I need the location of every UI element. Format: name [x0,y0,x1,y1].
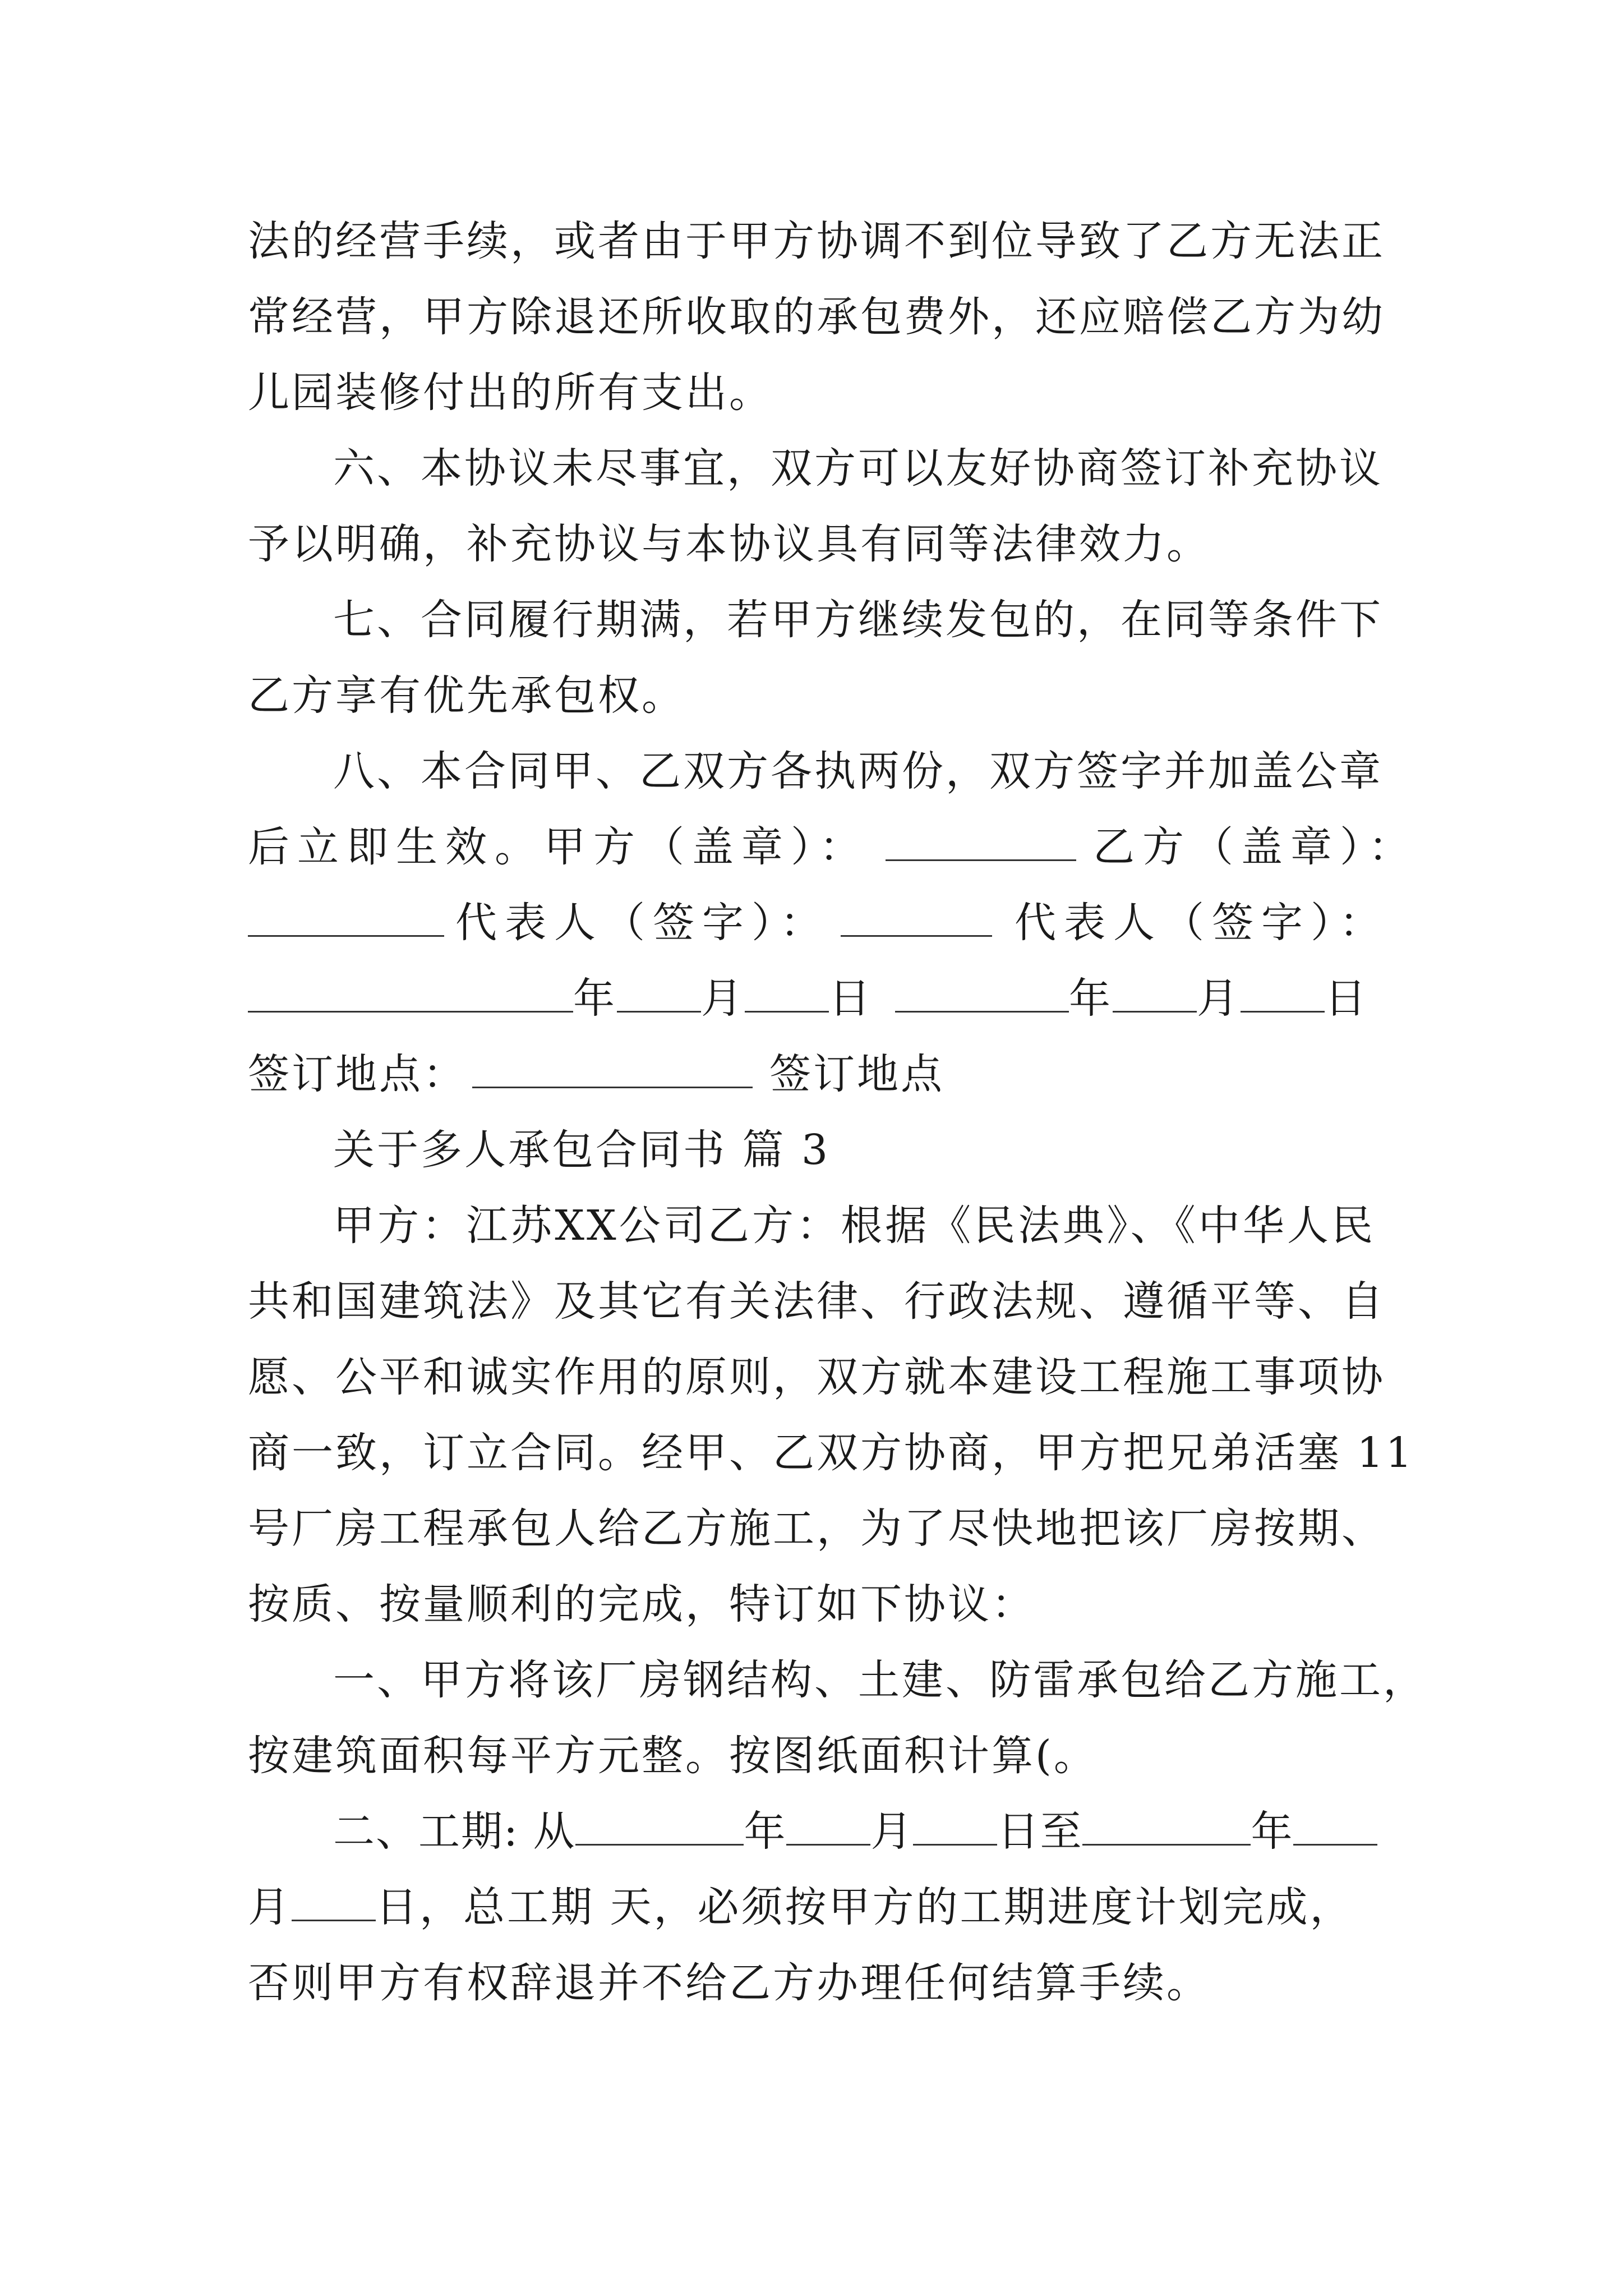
section-title: 关于多人承包合同书 篇 3 [333,1126,831,1174]
year-label: 年 [744,1807,787,1856]
period-to-label: 日至 [997,1807,1083,1856]
month-a-blank[interactable] [617,972,701,1013]
paragraph-line: 号厂房工程承包人给乙方施工，为了尽快地把该厂房按期、 [248,1504,1385,1553]
party-a-seal-label: 后立即生效。甲方（盖章）： [248,823,869,871]
text-line: 常经营，甲方除退还所收取的承包费外，还应赔偿乙方为幼 [248,293,1385,341]
period-rest-text: 日，总工期 天，必须按甲方的工期进度计划完成， [376,1883,1354,1931]
signature-line-representatives [248,884,1389,962]
paragraph-line: 否则甲方有权辞退并不给乙方办理任何结算手续。 [248,1959,1210,2007]
text-line: 乙方享有优先承包权。 [248,671,685,720]
clause-two-period [333,1792,1377,1871]
period-continuation [248,1868,1354,1947]
start-day-blank[interactable] [913,1805,997,1846]
year-label: 年 [1069,974,1113,1023]
clause-one: 一、甲方将该厂房钢结构、土建、防雷承包给乙方施工， [333,1656,1427,1704]
start-year-blank[interactable] [575,1805,744,1846]
rep-a-blank[interactable] [841,896,992,937]
year-a-blank[interactable] [248,972,573,1013]
rep-b-label: 代表人（签字）： [1015,899,1389,947]
period-label: 二、工期: 从 [333,1807,576,1856]
paragraph-line: 按质、按量顺利的完成，特订如下协议： [248,1580,1035,1628]
place-a-label: 签订地点： [248,1050,467,1098]
text-line: 儿园装修付出的所有支出。 [248,369,773,417]
end-month-blank[interactable] [1293,1805,1377,1846]
end-year-blank[interactable] [1082,1805,1251,1846]
rep-a-label: 代表人（签字）： [455,899,829,947]
day-a-blank[interactable] [745,972,829,1013]
paragraph-line: 愿、公平和诚实作用的原则，双方就本建设工程施工事项协 [248,1353,1385,1401]
month-label: 月 [248,1883,292,1931]
year-label: 年 [1251,1807,1294,1856]
start-month-blank[interactable] [786,1805,870,1846]
month-label: 月 [870,1807,914,1856]
paragraph-line: 甲方：江苏XX公司乙方：根据《民法典》、《中华人民 [333,1202,1375,1250]
place-a-blank[interactable] [472,1047,753,1088]
day-label: 日 [829,974,873,1023]
signature-line-dates [248,959,1368,1038]
end-day-blank[interactable] [292,1880,376,1921]
clause-six: 六、本协议未尽事宜，双方可以友好协商签订补充协议 [333,444,1383,493]
text-line: 予以明确，补充协议与本协议具有同等法律效力。 [248,520,1210,568]
paragraph-line: 商一致，订立合同。经甲、乙双方协商，甲方把兄弟活塞 11 [248,1429,1414,1477]
text-line: 法的经营手续，或者由于甲方协调不到位导致了乙方无法正 [248,217,1385,265]
signature-line-place [248,1035,944,1114]
month-label: 月 [701,974,745,1023]
party-b-seal-label: 乙方（盖章）： [1093,823,1418,871]
year-b-blank[interactable] [895,972,1069,1013]
clause-eight: 八、本合同甲、乙双方各执两份，双方签字并加盖公章 [333,747,1383,795]
paragraph-line: 共和国建筑法》及其它有关法律、行政法规、遵循平等、自 [248,1277,1385,1326]
signature-line-party-seals [248,808,1418,886]
year-label: 年 [573,974,617,1023]
clause-seven: 七、合同履行期满，若甲方继续发包的，在同等条件下 [333,596,1383,644]
month-label: 月 [1197,974,1241,1023]
place-b-label: 签订地点 [769,1050,944,1098]
party-a-blank[interactable] [248,896,444,937]
party-a-seal-blank[interactable] [886,820,1076,861]
day-label: 日 [1325,974,1368,1023]
paragraph-line: 按建筑面积每平方元整。按图纸面积计算(。 [248,1732,1098,1780]
day-b-blank[interactable] [1241,972,1325,1013]
month-b-blank[interactable] [1113,972,1197,1013]
